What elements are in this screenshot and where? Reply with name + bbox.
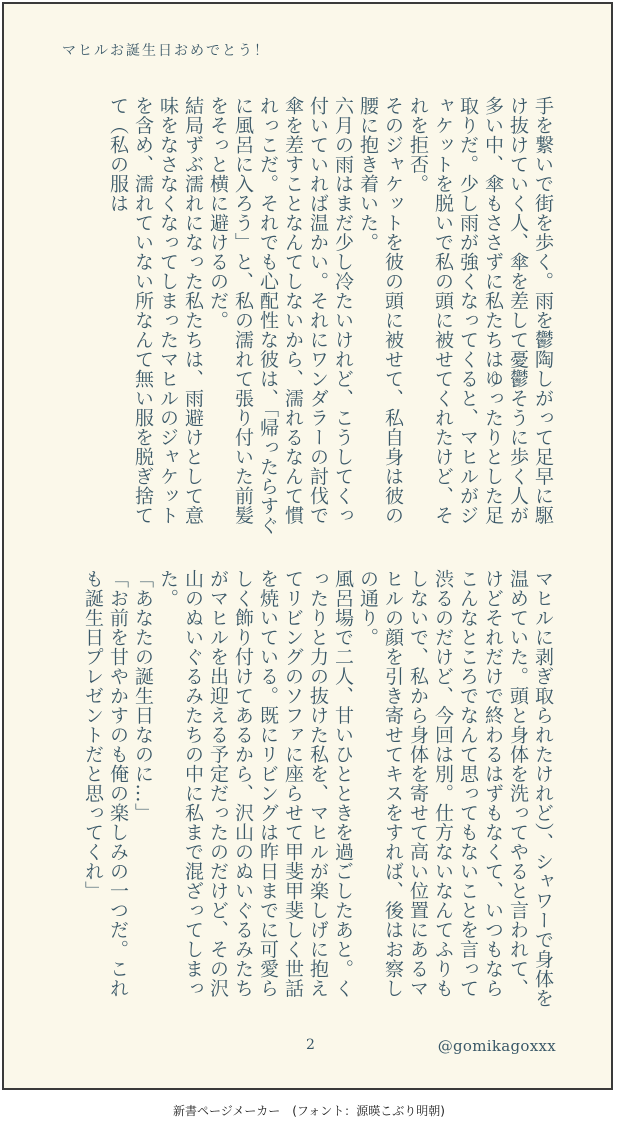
paragraph: 風呂場で二人、甘いひとときを過ごしたあと。くったりと力の抜けた私を、マヒルが楽しげに抱えてリビングのソファに座らせて甲斐甲斐しく世話を焼いている。既にリビングは昨日までに可愛らしく飾り付けてあるから、沢山のぬいぐるみたちがマヒルを出迎える予定だったのだけど、その沢山のぬいぐるみたちの中に私まで混ざってしまった。: [157, 569, 354, 998]
book-page: [2, 2, 613, 1090]
running-title: マヒルお誕生日おめでとう！: [62, 43, 270, 59]
text-block-top: [63, 96, 555, 536]
page-number: 2: [306, 1037, 315, 1053]
paragraph: 六月の雨はまだ少し冷たいけれど、こうしてくっ付いていれば温かい。それにワンダラーの討伐で傘を差すことなんてしないから、濡れるなんて慣れっこだ。それでも心配性な彼は、「帰ったらすぐに風呂に入ろう」と、私の濡れて張り付いた前髪をそっと横に避けるのだ。: [207, 96, 354, 535]
generator-credit: 新書ページメーカー (フォント：源暎こぶり明朝): [173, 1104, 445, 1118]
text-block-bottom: [63, 569, 555, 1009]
paragraph: 「あなたの誕生日なのに…」: [132, 569, 154, 823]
paragraph: 結局ずぶ濡れになった私たちは、雨避けとして意味をなさなくなってしまったマヒルのジャケットを含め、濡れていない所なんて無い服を脱ぎ捨てて（私の服は: [107, 96, 204, 525]
paragraph: そのジャケットを彼の頭に被せて、私自身は彼の腰に抱き着いた。: [357, 96, 404, 525]
paragraph: 「お前を甘やかすのも俺の楽しみの一つだ。これも誕生日プレゼントだと思ってくれ」: [82, 569, 129, 998]
paragraph: マヒルに剥ぎ取られたけれど）、シャワーで身体を温めていた。頭と身体を洗ってやると言われて、けどそれだけで終わるはずもなくて、いつもならこんなところでなんて思ってもないことを言って渋るのだけど、今回は別。仕方ないなんてふりもしないで、私から身体を寄せて高い位置にあるマヒルの顔を引き寄せてキスをすれば、後はお察しの通り。: [357, 569, 554, 1008]
author-handle: @gomikagoxxx: [437, 1037, 556, 1055]
paragraph: 手を繋いで街を歩く。雨を鬱陶しがって足早に駆け抜けていく人、傘を差して憂鬱そうに歩く人が多い中、傘もささずに私たちはゆったりとした足取りだ。少し雨が強くなってくると、マヒルがジャケットを脱いで私の頭に被せてくれたけど、それを拒否。: [407, 96, 554, 525]
